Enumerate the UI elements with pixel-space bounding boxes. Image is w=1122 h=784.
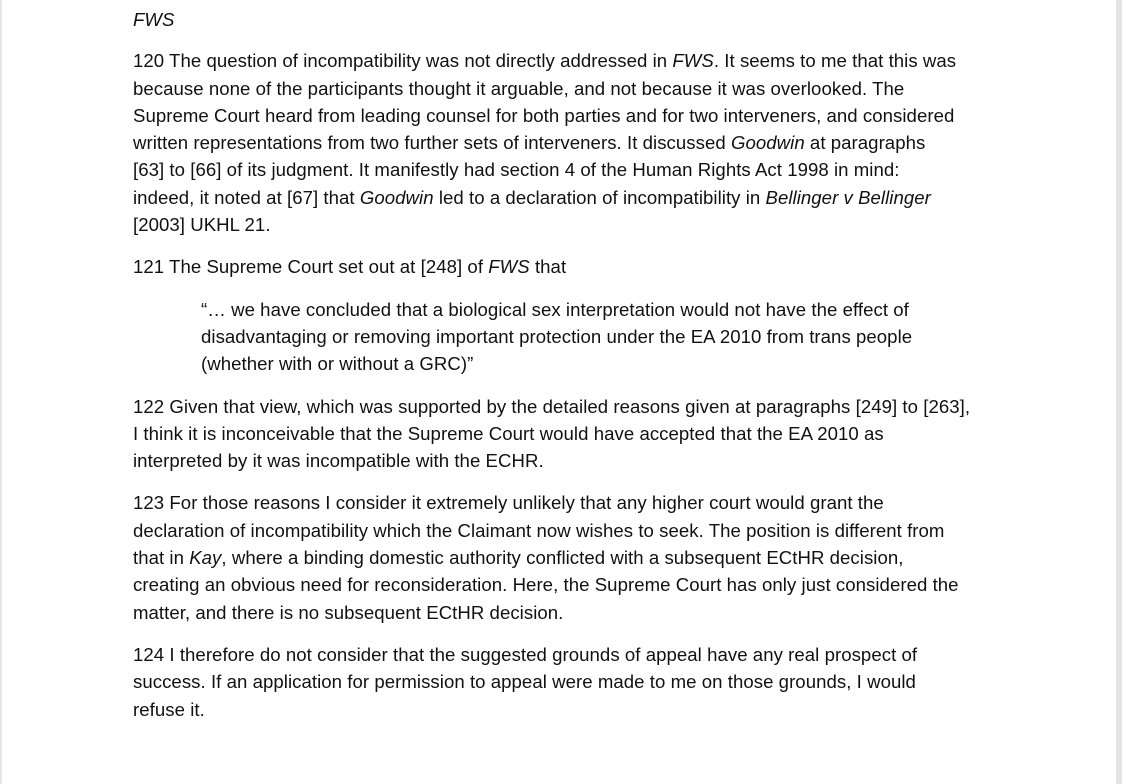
text-line [133, 211, 1003, 238]
text-line [133, 102, 1003, 129]
text-run: 120 The question of incompatibility was not directly addressed in [133, 50, 673, 72]
text-run: (whether with or without a GRC)” [201, 353, 474, 375]
text-line [133, 544, 1003, 571]
text-run: 124 I therefore do not consider that the suggested grounds of appeal have any real prospect of [133, 643, 918, 665]
text-line [133, 184, 1003, 211]
text-run: , where a binding domestic authority conflicted with a subsequent ECtHR decision, [221, 547, 904, 569]
text-run: that [529, 256, 567, 278]
paragraph-124 [133, 641, 1003, 723]
text-run: “… we have concluded that a biological sex interpretation would not have the effect of [201, 298, 909, 320]
text-run: 122 Given that view, which was supported by the detailed reasons given at paragraphs [249] to [263], [133, 395, 971, 417]
section-heading: FWS [133, 9, 175, 30]
italic-citation: Goodwin [359, 186, 434, 208]
italic-citation: FWS [488, 256, 530, 278]
italic-citation: Goodwin [730, 132, 805, 154]
text-run: 123 For those reasons I consider it extremely unlikely that any higher court would grant the [133, 492, 884, 514]
page-edge-right [1116, 0, 1122, 784]
document-body [133, 6, 1003, 738]
paragraph-120 [133, 47, 1003, 238]
paragraph-121 [133, 253, 1003, 280]
text-run: creating an obvious need for reconsideration. Here, the Supreme Court has only just considered the [133, 574, 959, 596]
text-line [133, 641, 1003, 668]
text-line [133, 447, 1003, 474]
text-line [133, 668, 1003, 695]
text-line [133, 517, 1003, 544]
text-run: refuse it. [133, 698, 205, 720]
text-line [133, 571, 1003, 598]
text-line [133, 420, 1003, 447]
text-run: success. If an application for permission to appeal were made to me on those grounds, I would [133, 671, 916, 693]
text-run: 121 The Supreme Court set out at [248] of [133, 256, 489, 278]
paragraph-123 [133, 489, 1003, 625]
text-line [133, 156, 1003, 183]
text-run: that in [133, 547, 190, 569]
text-run: . It seems to me that this was [713, 50, 957, 72]
text-run: matter, and there is no subsequent ECtHR decision. [133, 601, 564, 623]
text-line [133, 129, 1003, 156]
italic-citation: Bellinger v Bellinger [765, 186, 931, 208]
text-run: Supreme Court heard from leading counsel for both parties and for two interveners, and considered [133, 104, 955, 126]
text-run: written representations from two further sets of interveners. It discussed [133, 132, 731, 154]
italic-citation: Kay [189, 547, 222, 569]
text-line [133, 599, 1003, 626]
text-run: at paragraphs [804, 132, 926, 154]
block-quote [133, 296, 931, 378]
text-line [133, 47, 1003, 74]
text-run: indeed, it noted at [67] that [133, 186, 360, 208]
text-line [201, 323, 931, 350]
text-line [133, 75, 1003, 102]
paragraph-122 [133, 393, 1003, 475]
text-run: I think it is inconceivable that the Supreme Court would have accepted that the EA 2010 as [133, 422, 884, 444]
text-run: [63] to [66] of its judgment. It manifestly had section 4 of the Human Rights Act 1998 in mind: [133, 159, 900, 181]
text-line [201, 350, 931, 377]
text-run: because none of the participants thought it arguable, and not because it was overlooked. The [133, 77, 905, 99]
text-run: declaration of incompatibility which the Claimant now wishes to seek. The position is different from [133, 519, 945, 541]
page-edge-left [0, 0, 2, 784]
text-run: disadvantaging or removing important protection under the EA 2010 from trans people [201, 325, 913, 347]
text-run: [2003] UKHL 21. [133, 214, 271, 236]
text-run: interpreted by it was incompatible with the ECHR. [133, 450, 544, 472]
text-line [201, 296, 931, 323]
text-line [133, 393, 1003, 420]
italic-citation: FWS [672, 50, 714, 72]
text-line [133, 489, 1003, 516]
text-line [133, 696, 1003, 723]
text-run: led to a declaration of incompatibility in [433, 186, 766, 208]
text-line [133, 253, 1003, 280]
paragraph-list [133, 47, 1003, 723]
